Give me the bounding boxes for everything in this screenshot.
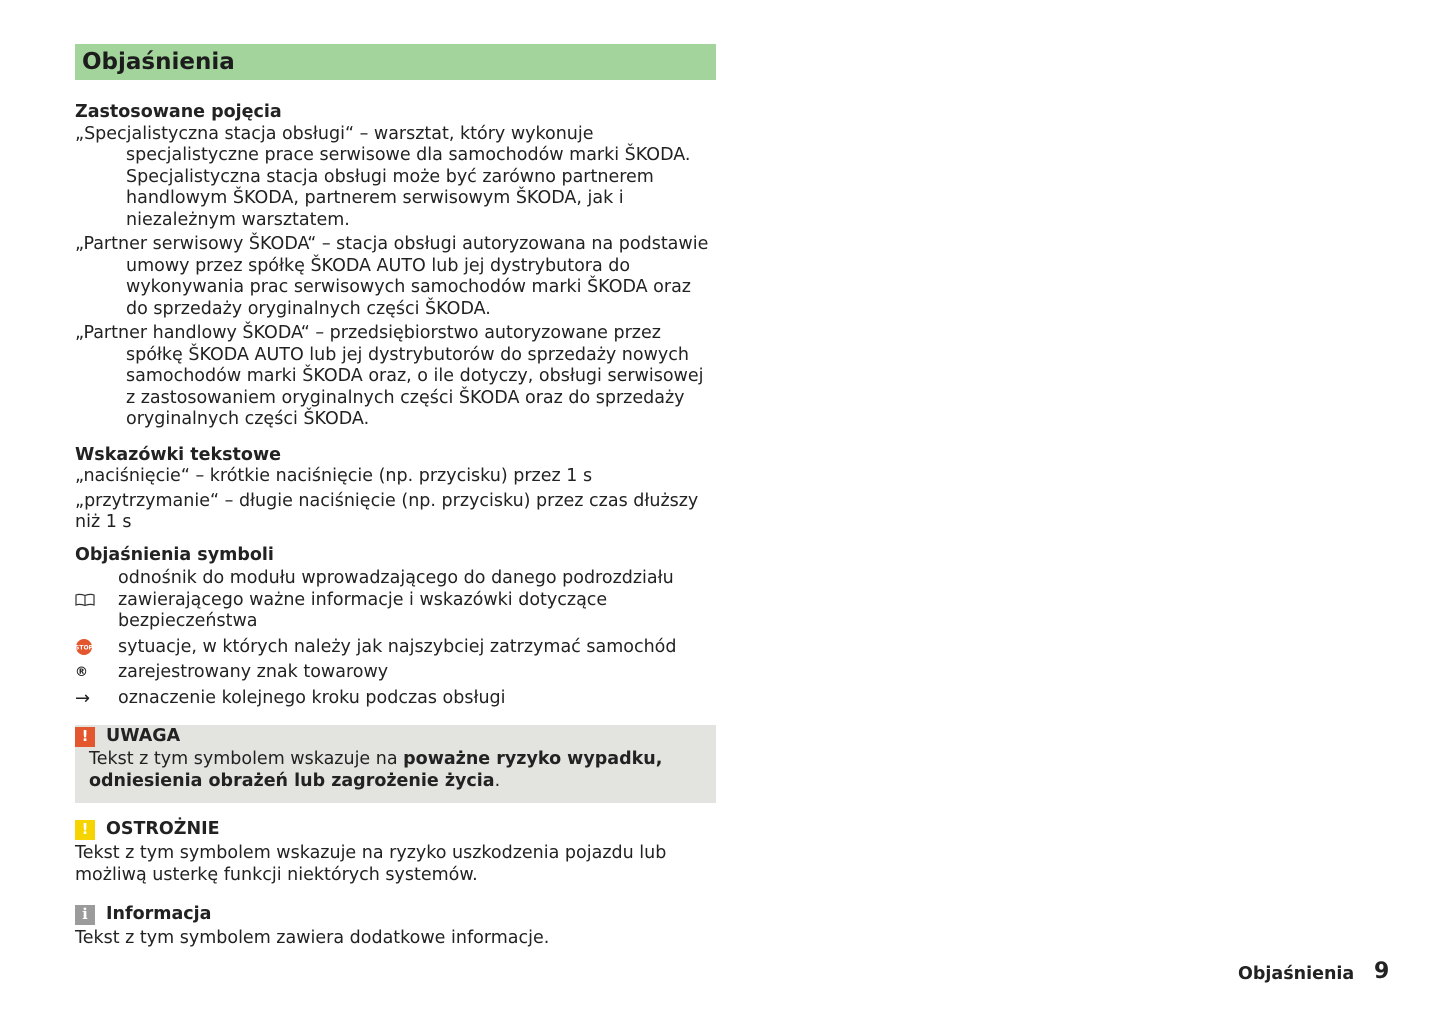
stop-icon [75,638,118,656]
warning-header [75,725,702,749]
footer-section-title: Objaśnienia [1238,964,1355,984]
page-title: Objaśnienia [75,44,716,80]
symbols-list [75,568,716,709]
terms-list [75,124,716,431]
term-label: „Partner serwisowy ŠKODA“ [75,234,317,254]
symbol-item [75,688,716,710]
book-icon [75,593,118,607]
term-item [75,234,716,320]
term-item [75,323,716,431]
term-label: „Specjalistyczna stacja obsługi“ [75,123,355,144]
warning-title: UWAGA [106,726,181,747]
hint-item [75,491,716,534]
symbol-item [75,637,716,659]
term-definition: – przedsiębiorstwo autoryzowane przez spółkę ŠKODA AUTO lub jej dystrybutorów do sprzedaży nowych samochodów marki ŠKODA oraz, o ile dotyczy, obsługi serwisowej z zastosowaniem oryginalnych części ŠKODA oraz do sprzedaży oryginalnych części ŠKODA. [126,323,704,429]
hint-label: „naciśnięcie“ [75,466,190,486]
symbol-description: odnośnik do modułu wprowadzającego do danego podrozdziału zawierającego ważne informacje i wskazówki dotyczące bezpieczeństwa [118,568,674,631]
hint-definition: – krótkie naciśnięcie (np. przycisku) przez 1 s [189,466,593,486]
term-definition: – warsztat, który wykonuje specjalistyczne prace serwisowe dla samochodów marki ŠKODA. Specjalistyczna stacja obsługi może być zarówno partnerem handlowym ŠKODA, partnerem serwisowym ŠKODA, jak i niezależnym warsztatem. [126,123,691,230]
symbol-description: sytuacje, w których należy jak najszybciej zatrzymać samochód [118,636,677,657]
hints-heading: Wskazówki tekstowe [75,444,281,465]
svg-text:STOP: STOP [75,644,93,652]
caution-icon: ! [75,820,95,840]
hint-definition: – długie naciśnięcie (np. przycisku) przez czas dłuższy niż 1 s [75,490,699,532]
hints-list [75,466,716,534]
symbols-heading: Objaśnienia symboli [75,544,274,565]
info-header [75,902,716,928]
info-title: Informacja [106,904,212,925]
info-icon: i [75,905,95,925]
warning-text: Tekst z tym symbolem wskazuje na poważne ryzyko wypadku, odniesienia obrażeń lub zagrożenie życia. [89,749,663,791]
info-box [75,902,716,950]
caution-text: Tekst z tym symbolem wskazuje na ryzyko uszkodzenia pojazdu lub możliwą usterkę funkcji niektórych systemów. [75,843,667,885]
warning-icon: ! [75,727,95,747]
info-text: Tekst z tym symbolem zawiera dodatkowe informacje. [75,928,550,948]
term-item [75,124,716,232]
content-column [75,102,716,950]
term-label: „Partner handlowy ŠKODA“ [75,323,310,343]
warning-box [75,725,716,803]
arrow-right-icon: → [75,687,91,709]
hint-label: „przytrzymanie“ [75,490,220,511]
caution-header [75,817,716,843]
registered-icon: ® [75,665,88,680]
symbol-description: zarejestrowany znak towarowy [118,662,389,682]
terms-heading: Zastosowane pojęcia [75,102,282,122]
page-number: 9 [1374,959,1390,984]
caution-box [75,817,716,886]
symbol-item [75,662,716,684]
term-definition: – stacja obsługi autoryzowana na podstawie umowy przez spółkę ŠKODA AUTO lub jej dystrybutora do wykonywania prac serwisowych samochodów marki ŠKODA oraz do sprzedaży oryginalnych części ŠKODA. [126,234,709,319]
symbol-item [75,568,716,633]
hint-item [75,466,716,488]
caution-title: OSTROŻNIE [106,819,220,840]
symbol-description: oznaczenie kolejnego kroku podczas obsługi [118,687,506,708]
